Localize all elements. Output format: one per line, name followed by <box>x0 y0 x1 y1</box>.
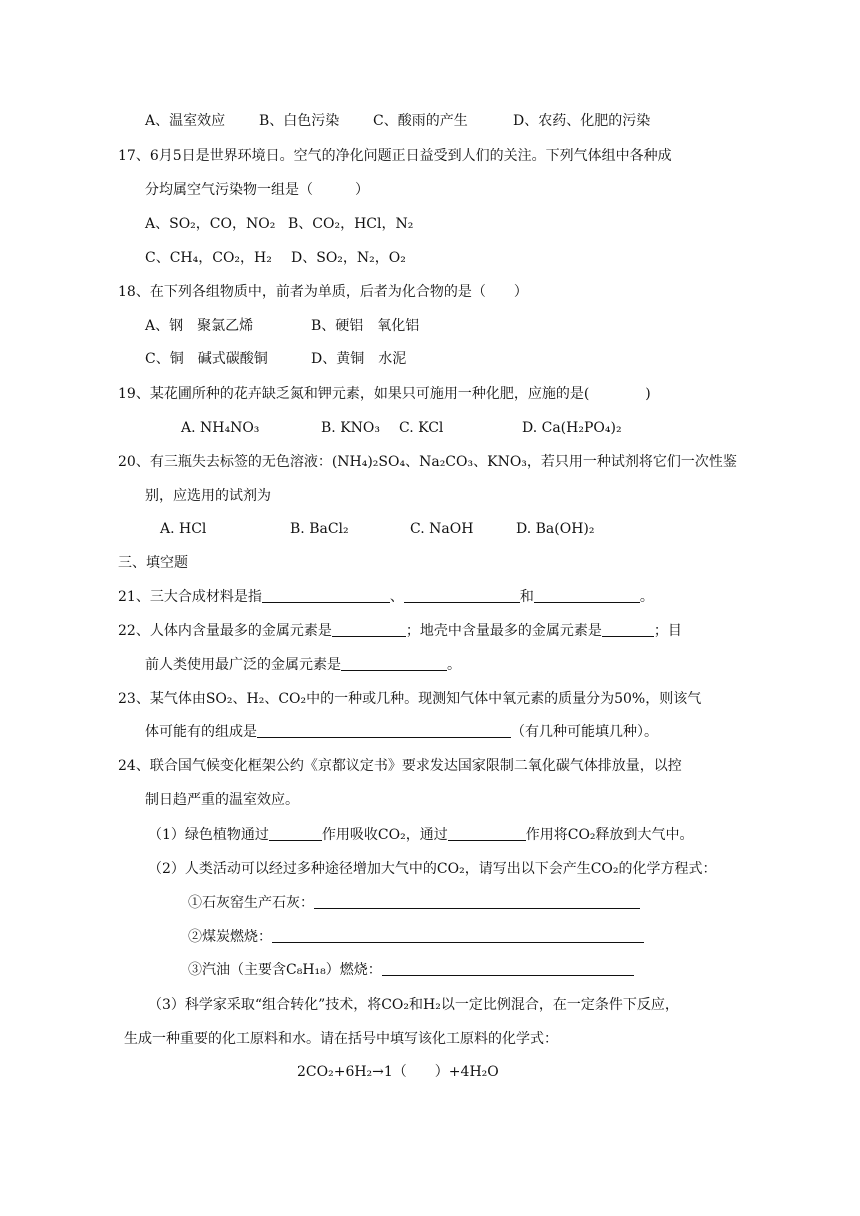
q16-options <box>145 111 650 131</box>
q18-options-row1 <box>145 316 419 336</box>
q23-line1: 23、某气体由SO₂、H₂、CO₂中的一种或几种。现测知气体中氧元素的质量分为50%，则该气 <box>118 691 702 707</box>
q20-stem-line2: 别，应选用的试剂为 <box>145 488 271 504</box>
q22-text-3: ；目 <box>653 623 682 639</box>
q24-equation: 2CO₂+6H₂→1（ ）+4H₂O <box>297 1064 499 1080</box>
q24-part1-blank-2[interactable] <box>448 826 526 841</box>
q16-option-d: D、农药、化肥的污染 <box>513 113 651 129</box>
q17-option-b: B、CO₂，HCl，N₂ <box>288 216 414 232</box>
q21-separator-2: 和 <box>519 589 534 605</box>
q18-option-d: D、黄铜 水泥 <box>311 351 407 367</box>
q18-option-a: A、钢 聚氯乙烯 <box>145 318 254 334</box>
q24-stem-line1: 24、联合国气候变化框架公约《京都议定书》要求发达国家限制二氧化碳气体排放量，以控 <box>118 758 682 774</box>
q19-option-d: D. Ca(H₂PO₄)₂ <box>522 420 622 436</box>
q24-stem-line2: 制日趋严重的温室效应。 <box>145 792 299 808</box>
q17-options-row1 <box>145 214 413 234</box>
q21-end: 。 <box>639 589 654 605</box>
q24-part2-item1 <box>188 893 640 913</box>
q18-stem: 18、在下列各组物质中，前者为单质，后者为化合物的是（ ） <box>118 284 528 300</box>
q20-option-a: A. HCl <box>160 521 207 537</box>
section-title: 三、填空题 <box>118 555 188 571</box>
q17-stem-line2: 分均属空气污染物一组是（ ） <box>145 182 369 198</box>
q18-option-c: C、铜 碱式碳酸铜 <box>145 351 268 367</box>
q23-text: 体可能有的组成是 <box>145 724 257 740</box>
q18-options-row2 <box>145 349 406 369</box>
q22-text-4: 前人类使用最广泛的金属元素是 <box>145 657 341 673</box>
q24-part2-item2-label: ②煤炭燃烧： <box>188 929 272 945</box>
q22-blank-2[interactable] <box>602 622 654 637</box>
q24-part2-item3 <box>188 960 634 980</box>
q20-stem-line1: 20、有三瓶失去标签的无色溶液：(NH₄)₂SO₄、Na₂CO₃、KNO₃，若只用一种试剂将它们一次性鉴 <box>118 454 737 470</box>
q23-blank[interactable] <box>257 723 511 738</box>
q21-blank-2[interactable] <box>404 588 520 603</box>
q21-separator-1: 、 <box>389 589 404 605</box>
q24-part2-item2-blank[interactable] <box>272 928 644 943</box>
q24-part1-blank-1[interactable] <box>269 826 322 841</box>
q19-option-b: B. KNO₃ <box>321 420 380 436</box>
q22-blank-1[interactable] <box>332 622 406 637</box>
q24-part1-text-3: 作用将CO₂释放到大气中。 <box>525 827 694 843</box>
q17-option-c: C、CH₄，CO₂，H₂ <box>145 250 272 266</box>
q17-options-row2 <box>145 248 406 268</box>
q24-part2-item2 <box>188 927 644 947</box>
q19-stem: 19、某花圃所种的花卉缺乏氮和钾元素，如果只可施用一种化肥，应施的是( ) <box>118 386 651 402</box>
q20-option-b: B. BaCl₂ <box>290 521 349 537</box>
q24-part1 <box>148 825 694 845</box>
q24-part2: （2）人类活动可以经过多种途径增加大气中的CO₂，请写出以下会产生CO₂的化学方程式： <box>148 861 717 877</box>
q21-blank-1[interactable] <box>262 588 390 603</box>
q22-end: 。 <box>447 657 461 673</box>
q22-line2 <box>145 655 461 675</box>
q20-option-d: D. Ba(OH)₂ <box>516 521 595 537</box>
q24-part1-text-2: 作用吸收CO₂，通过 <box>321 827 448 843</box>
q16-option-b: B、白色污染 <box>259 113 340 129</box>
q18-option-b: B、硬铝 氧化铝 <box>311 318 420 334</box>
q19-option-a: A. NH₄NO₃ <box>181 420 260 436</box>
q22-line1 <box>118 621 682 641</box>
q22-blank-3[interactable] <box>341 656 447 671</box>
q20-option-c: C. NaOH <box>410 521 474 537</box>
q24-part3-line2: 生成一种重要的化工原料和水。请在括号中填写该化工原料的化学式： <box>124 1031 558 1047</box>
q24-part2-item3-label: ③汽油（主要含C₈H₁₈）燃烧： <box>188 962 382 978</box>
q17-stem-line1: 17、6月5日是世界环境日。空气的净化问题正日益受到人们的关注。下列气体组中各种成 <box>118 148 672 164</box>
q21 <box>118 587 654 607</box>
q24-part2-item3-blank[interactable] <box>382 961 634 976</box>
q24-part2-item1-blank[interactable] <box>314 894 640 909</box>
q17-option-a: A、SO₂，CO，NO₂ <box>145 216 276 232</box>
q20-options <box>160 519 594 539</box>
q21-blank-3[interactable] <box>534 588 640 603</box>
q17-option-d: D、SO₂，N₂，O₂ <box>291 250 406 266</box>
q21-text: 21、三大合成材料是指 <box>118 589 262 605</box>
q19-option-c: C. KCl <box>399 420 444 436</box>
q22-text-1: 22、人体内含量最多的金属元素是 <box>118 623 332 639</box>
q16-option-a: A、温室效应 <box>145 113 226 129</box>
q22-text-2: ；地壳中含量最多的金属元素是 <box>405 623 602 639</box>
q19-options <box>181 418 622 438</box>
q24-part1-text-1: （1）绿色植物通过 <box>148 827 269 843</box>
q23-line2 <box>145 722 658 742</box>
q16-option-c: C、酸雨的产生 <box>373 113 468 129</box>
q24-part2-item1-label: ①石灰窑生产石灰： <box>188 895 314 911</box>
q24-part3-line1: （3）科学家采取“组合转化”技术，将CO₂和H₂以一定比例混合，在一定条件下反应， <box>148 997 679 1013</box>
q23-end: （有几种可能填几种）。 <box>511 724 658 740</box>
